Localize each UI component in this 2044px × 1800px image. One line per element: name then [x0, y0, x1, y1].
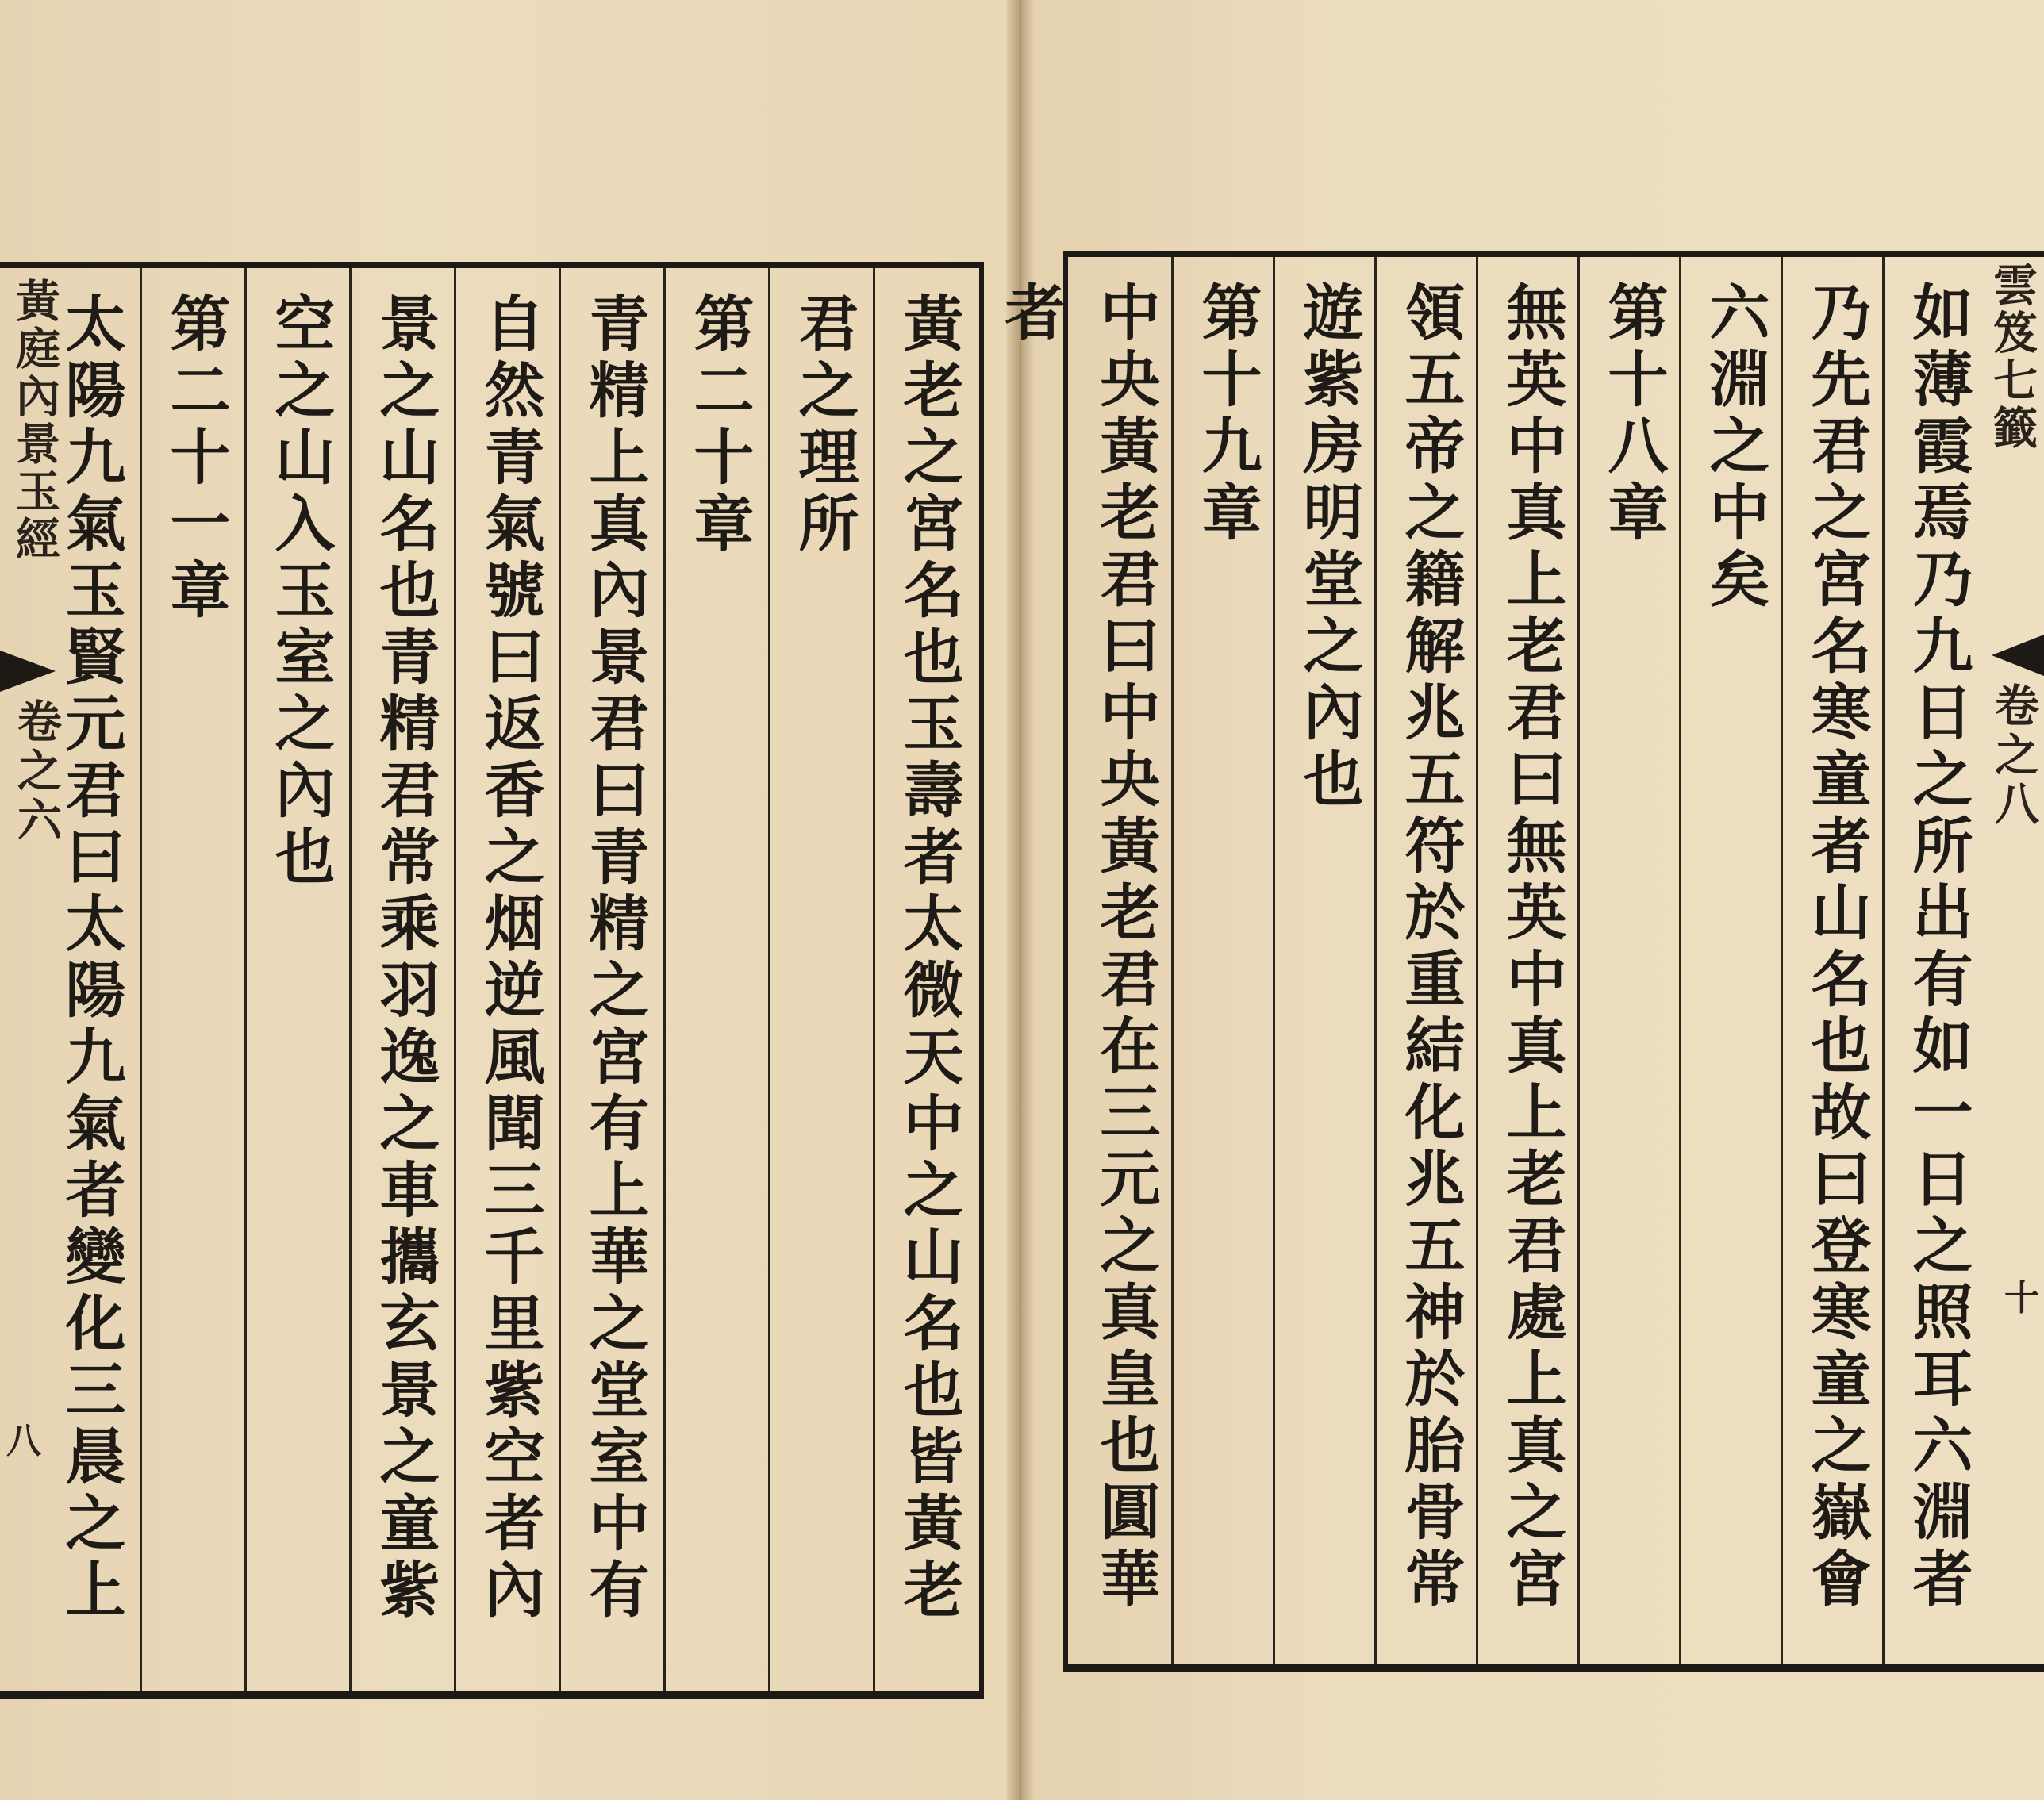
left-text-column: 第二十章 — [684, 292, 755, 558]
right-text-column: 無英中真上老君曰無英中真上老君處上真之宮 — [1496, 281, 1567, 1614]
left-text-column: 空之山入玉室之內也 — [265, 292, 336, 892]
right-fishtail-mark — [1992, 635, 2044, 676]
left-column-rule — [873, 268, 875, 1691]
right-text-column: 領五帝之籍解兆五符於重結化兆五神於胎骨常 — [1395, 281, 1466, 1614]
right-text-column: 六淵之中矣 — [1700, 281, 1770, 614]
right-text-column: 第十八章 — [1598, 281, 1669, 547]
left-margin-juan: 卷之六 — [10, 698, 63, 846]
left-fishtail-mark — [0, 651, 56, 692]
left-margin-folio: 八 — [6, 1421, 41, 1461]
right-text-column: 如薄霞焉乃九日之所出有如一日之照耳六淵者 — [1903, 281, 1973, 1614]
right-text-column: 中央黃老君曰中央黃老君在三元之真皇也圓華者 — [995, 281, 1161, 1614]
left-text-column: 自然青氣號曰返香之烟逆風聞三千里紫空者內 — [474, 292, 545, 1625]
left-margin-title: 黃庭內景玉經 — [9, 278, 61, 563]
right-margin-juan: 卷之八 — [1988, 682, 2040, 830]
left-top-border — [0, 262, 984, 268]
left-text-column: 太陽九氣玉賢元君曰太陽九氣者變化三晨之上 — [56, 292, 126, 1625]
left-column-rule — [768, 268, 770, 1691]
left-text-column: 君之理所 — [789, 292, 859, 558]
left-column-rule — [559, 268, 561, 1691]
right-top-border — [1063, 251, 2044, 257]
right-bottom-border — [1063, 1664, 2044, 1672]
left-column-rule — [140, 268, 142, 1691]
right-text-column: 第十九章 — [1192, 281, 1262, 547]
right-text-column: 遊紫房明堂之內也 — [1293, 281, 1364, 814]
left-text-column: 黃老之宮名也玉壽者太微天中之山名也皆黃老 — [893, 292, 964, 1625]
left-column-rule — [244, 268, 247, 1691]
left-column-rule — [454, 268, 456, 1691]
left-column-rule — [663, 268, 666, 1691]
left-column-rule — [349, 268, 352, 1691]
left-bottom-border — [0, 1691, 984, 1699]
left-text-column: 景之山名也青精君常乘羽逸之車攜玄景之童紫 — [370, 292, 440, 1625]
right-margin-folio: 十 — [2004, 1278, 2039, 1318]
left-text-column: 第二十一章 — [160, 292, 231, 625]
left-text-column: 青精上真內景君曰青精之宮有上華之堂室中有 — [579, 292, 650, 1625]
right-text-column: 乃先君之宮名寒童者山名也故曰登寒童之嶽會 — [1801, 281, 1872, 1614]
book-gutter — [1006, 0, 1035, 1800]
right-margin-title: 雲笈七籤 — [1986, 262, 2038, 452]
